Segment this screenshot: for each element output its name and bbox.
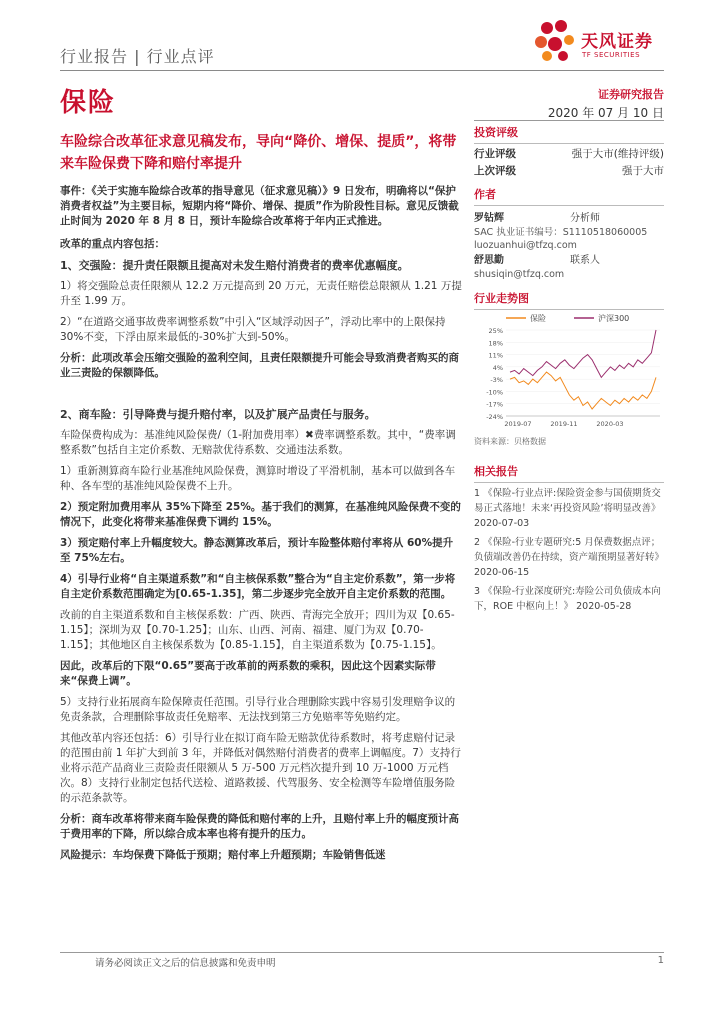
x-tick-label: 2020-03 (596, 420, 624, 428)
date-divider (474, 120, 664, 121)
y-tick-label: -10% (486, 388, 503, 397)
author-block (474, 186, 664, 281)
report-date: 2020 年 07 月 10 日 (547, 106, 664, 120)
report-type: 行业报告 | 行业点评 (60, 47, 215, 66)
y-tick-label: -3% (490, 376, 503, 385)
trend-block (474, 290, 664, 310)
author2-email[interactable]: shusiqin@tfzq.com (474, 269, 565, 280)
report-label: 证券研究报告 (598, 88, 664, 101)
risk-warning: 风险提示：车均保费下降低于预期；赔付率上升超预期；车险销售低迷 (60, 849, 386, 861)
footer-divider (60, 952, 664, 953)
related-heading: 相关报告 (474, 465, 518, 478)
section1-point2: 2）“在道路交通事故费率调整系数”中引入“区域浮动因子”，浮动比率中的上限保持 30%不变，下浮由原来最低的-30%扩大到-50%。 (60, 316, 446, 343)
section2-formula: 车险保费构成为：基准纯风险保费/（1-附加费用率）✖费率调整系数。其中，“费率调整系数”包括自主定价系数、无赔款优待系数、交通违法系数。 (60, 429, 456, 456)
y-axis-ticks (486, 327, 503, 421)
section2-floor-note: 因此，改革后的下限“0.65”要高于改革前的两系数的乘积，因此这个因素实际带来“保费上调”。 (60, 660, 436, 687)
section2-point5: 5）支持行业拓展商车险保障责任范围。引导行业合理删除实践中容易引发理赔争议的免责条款，合理删除事故责任免赔率、无法找到第三方免赔率等免赔约定。 (60, 696, 456, 723)
chart-legend (506, 313, 629, 323)
legend-label-hs300: 沪深300 (598, 314, 630, 323)
section1-analysis: 分析：此项改革会压缩交强险的盈利空间，且责任限额提升可能会导致消费者购买的商业三责险的保额降低。 (60, 352, 459, 379)
x-tick-label: 2019-11 (550, 420, 578, 428)
x-axis-ticks (504, 420, 623, 428)
section1-heading: 1、交强险：提升责任限额且提高对未发生赔付消费者的费率优惠幅度。 (60, 259, 409, 272)
x-tick-label: 2019-07 (504, 420, 532, 428)
author1-name: 罗钻辉 (474, 213, 504, 224)
logo-flower-icon (533, 18, 579, 64)
trend-heading: 行业走势图 (474, 292, 529, 305)
section2-heading: 2、商车险：引导降费与提升赔付率，以及扩展产品责任与服务。 (60, 408, 376, 421)
legend-label-insurance: 保险 (530, 314, 546, 323)
author1-role: 分析师 (570, 213, 600, 224)
industry-rating-row (474, 146, 664, 163)
chart-source: 资料来源：贝格数据 (474, 437, 546, 446)
previous-rating-value: 强于大市 (622, 165, 664, 177)
y-tick-label: -24% (486, 413, 503, 421)
sector-title: 保险 (60, 88, 117, 118)
previous-rating-label: 上次评级 (474, 165, 516, 177)
y-tick-label: 25% (488, 327, 503, 335)
main-body (60, 184, 462, 869)
related-report-1[interactable]: 1 《保险-行业点评:保险资金参与国债期货交易正式落地！未来‘再投资风险’将明显改善》 2020-07-03 (474, 488, 661, 529)
report-title: 车险综合改革征求意见稿发布，导向“降价、增保、提质”，将带来车险保费下降和赔付率提升 (60, 134, 457, 172)
section2-point3: 3）预定赔付率上升幅度较大。静态测算改革后，预计车险整体赔付率将从 60%提升至 75%左右。 (60, 537, 454, 564)
related-report-3[interactable]: 3 《保险-行业深度研究:寿险公司负债成本向下，ROE 中枢向上！》 2020-05-28 (474, 586, 661, 612)
page-number: 1 (657, 955, 664, 966)
logo-english-name: TF SECURITIES (582, 51, 641, 59)
related-report-2[interactable]: 2 《保险-行业专题研究:5 月保费数据点评；负债端改善仍在持续，资产端预期显著好转》 2020-06-15 (474, 537, 665, 578)
header-divider (60, 70, 664, 71)
y-tick-label: 4% (492, 363, 503, 372)
logo-name: 天风证券 (581, 32, 653, 52)
author2-name: 舒思勤 (474, 255, 504, 266)
section2-point1: 1）重新测算商车险行业基准纯风险保费，测算时增设了平滑机制，基本可以做到各车种、各车型的基准纯风险保费不上升。 (60, 465, 456, 492)
author1-sac: SAC 执业证书编号：S1110518060005 (474, 227, 648, 238)
series-line-hs300 (510, 330, 656, 377)
disclaimer-note: 请务必阅读正文之后的信息披露和免责申明 (95, 958, 276, 969)
chart-series (510, 330, 656, 409)
y-tick-label: 18% (488, 339, 503, 348)
section2-analysis: 分析：商车改革将带来商车险保费的降低和赔付率的上升，且赔付率上升的幅度预计高于费用率的下降，所以综合成本率也将有提升的压力。 (60, 813, 459, 840)
event-paragraph: 事件：《关于实施车险综合改革的指导意见（征求意见稿）》9 日发布，明确将以“保护消费者权益”为主要目标，短期内将“降价、增保、提质”作为阶段性目标。意见反馈截止时间为 2020 年 8 月 8 日，预计车险综合改革将于年内正式推进。 (60, 185, 459, 227)
author-heading: 作者 (474, 188, 496, 201)
author2-role: 联系人 (570, 255, 600, 266)
industry-trend-chart (474, 308, 664, 432)
author1-email[interactable]: luozuanhui@tfzq.com (474, 240, 577, 251)
section1-point1: 1）将交强险总责任限额从 12.2 万元提高到 20 万元，无责任赔偿总限额从 1.21 万提升至 1.99 万。 (60, 280, 462, 307)
rating-heading: 投资评级 (474, 126, 518, 139)
y-tick-label: 11% (488, 351, 503, 360)
key-intro: 改革的重点内容包括： (60, 238, 165, 250)
y-tick-label: -17% (486, 400, 503, 409)
section2-regions: 改前的自主渠道系数和自主核保系数：广西、陕西、青海完全放开；四川为双【0.65-1.15】；深圳为双【0.70-1.25】；山东、山西、河南、福建、厦门为双【0.70-1.15】；其他地区自主核保系数为【0.85-1.15】，自主渠道系数为【0.75-1.15】。 (60, 609, 455, 651)
previous-rating-row (474, 163, 664, 180)
rating-block (474, 124, 664, 180)
section2-point4: 4）引导行业将“自主渠道系数”和“自主核保系数”整合为“自主定价系数”，第一步将自主定价系数范围确定为[0.65-1.35]，第二步逐步完全放开自主定价系数的范围。 (60, 573, 456, 600)
industry-rating-label: 行业评级 (474, 148, 516, 160)
section2-point2: 2）预定附加费用率从 35%下降至 25%。基于我们的测算，在基准纯风险保费不变的情况下，此变化将带来基准保费下调约 15%。 (60, 501, 461, 528)
related-block (474, 463, 664, 618)
industry-rating-value: 强于大市(维持评级) (571, 148, 664, 160)
section2-other: 其他改革内容还包括：6）引导行业在拟订商车险无赔款优待系数时，将考虑赔付记录的范围由前 1 年扩大到前 3 年，并降低对偶然赔付消费者的费率上调幅度。7）支持行业将示范产品商业三责险责任限额从 5 万-500 万元档次提升到 10 万-1000 万元档次。8）支持行业制定包括代送检、道路救援、代驾服务、安全检测等车险增值服务险的示范条款等。 (60, 732, 461, 804)
company-logo (533, 18, 673, 68)
